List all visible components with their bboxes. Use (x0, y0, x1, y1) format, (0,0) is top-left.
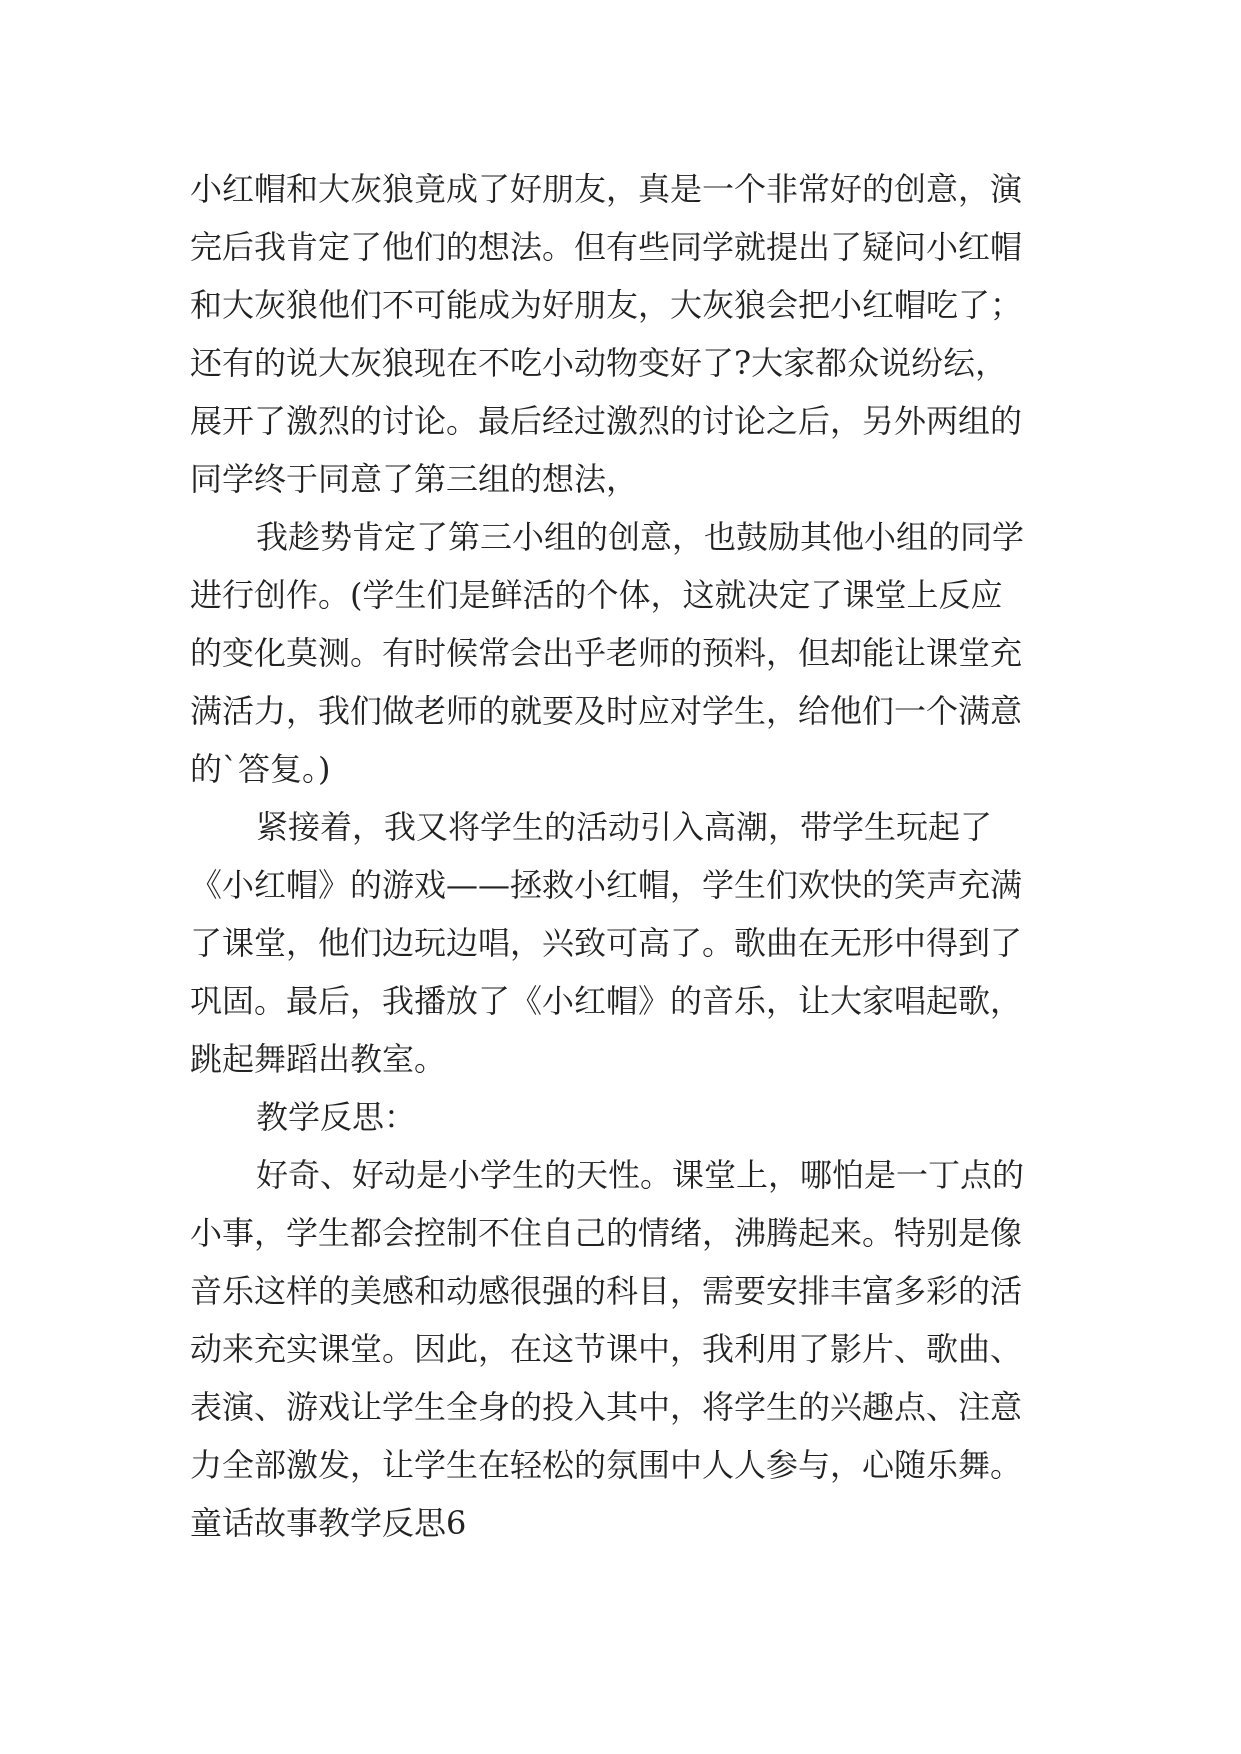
text-line: 满活力，我们做老师的就要及时应对学生，给他们一个满意 (190, 692, 1023, 730)
text-line: 了课堂，他们边玩边唱，兴致可高了。歌曲在无形中得到了 (190, 924, 1023, 962)
text-line: 巩固。最后，我播放了《小红帽》的音乐，让大家唱起歌， (190, 982, 1023, 1020)
text-line: 小事，学生都会控制不住自己的情绪，沸腾起来。特别是像 (190, 1214, 1023, 1252)
text-line: 跳起舞蹈出教室。 (190, 1040, 447, 1078)
document-title-line: 童话故事教学反思6 (190, 1504, 467, 1542)
text-line: 表演、游戏让学生全身的投入其中，将学生的兴趣点、注意 (190, 1388, 1023, 1426)
text-line: 还有的说大灰狼现在不吃小动物变好了?大家都众说纷纭， (190, 344, 1008, 382)
text-line: 完后我肯定了他们的想法。但有些同学就提出了疑问小红帽 (190, 228, 1023, 266)
paragraph-start-line: 好奇、好动是小学生的天性。课堂上，哪怕是一丁点的 (256, 1156, 1025, 1194)
text-line: 动来充实课堂。因此，在这节课中，我利用了影片、歌曲、 (190, 1330, 1023, 1368)
text-line: 的`答复。) (190, 750, 331, 788)
text-line: 进行创作。(学生们是鲜活的个体，这就决定了课堂上反应 (190, 576, 1003, 614)
text-line: 小红帽和大灰狼竟成了好朋友，真是一个非常好的创意，演 (190, 170, 1023, 208)
document-body (190, 160, 1070, 1552)
text-line: 力全部激发，让学生在轻松的氛围中人人参与，心随乐舞。 (190, 1446, 1023, 1484)
text-line: 的变化莫测。有时候常会出乎老师的预料，但却能让课堂充 (190, 634, 1023, 672)
text-line: 音乐这样的美感和动感很强的科目，需要安排丰富多彩的活 (190, 1272, 1023, 1310)
text-line: 和大灰狼他们不可能成为好朋友，大灰狼会把小红帽吃了； (190, 286, 1023, 324)
paragraph-start-line: 我趁势肯定了第三小组的创意，也鼓励其他小组的同学 (256, 518, 1025, 556)
paragraph-start-line: 紧接着，我又将学生的活动引入高潮，带学生玩起了 (256, 808, 993, 846)
text-line: 同学终于同意了第三组的想法， (190, 460, 639, 498)
text-line: 展开了激烈的讨论。最后经过激烈的讨论之后，另外两组的 (190, 402, 1023, 440)
section-heading: 教学反思： (256, 1098, 417, 1136)
text-line: 《小红帽》的游戏——拯救小红帽，学生们欢快的笑声充满 (190, 866, 1023, 904)
